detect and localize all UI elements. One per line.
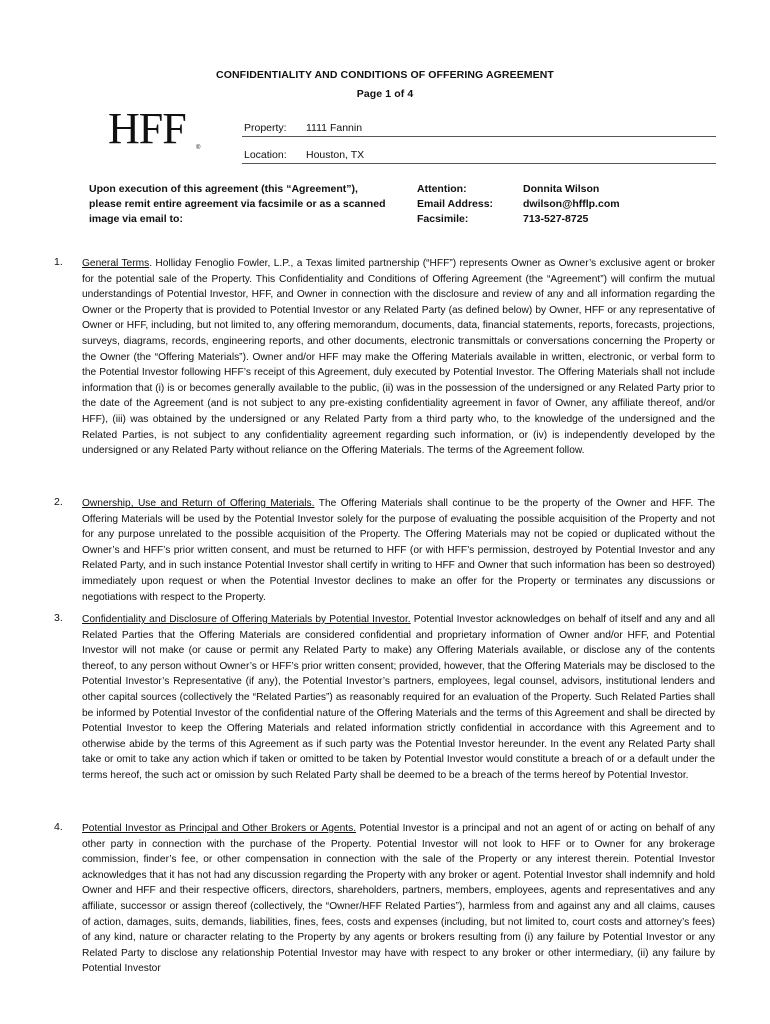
property-label: Property: [244,122,287,134]
email-value: dwilson@hfflp.com [523,198,620,210]
attention-label: Attention: [417,183,467,195]
page-number: Page 1 of 4 [356,88,414,100]
section-heading: General Terms [82,258,150,269]
section-heading: Ownership, Use and Return of Offering Materials. [82,498,315,509]
section-text [82,612,715,784]
location-value: Houston, TX [306,149,365,161]
section-body: Potential Investor is a principal and not an agent of or acting on behalf of any other party in connection with the purchase of the Property. Potential Investor will not look to HFF or to Owner for any brokerage commission, finder’s fee, or other compensation in connection with the sale of the Property or any interest therein. Potential Investor acknowledges that it has not had any discussion regarding the Property with any broker or agent. Potential Investor shall indemnify and hold Owner and HFF and their respective officers, directors, shareholders, partners, members, employees, agents and representatives and any affiliate, successor or assign thereof (collectively, the “Owner/HFF Related Parties”), harmless from and against any and all claims, causes of action, damages, suits, demands, liabilities, fines, fees, costs and expenses (including, but not limited to, court costs and attorney’s fees) of any kind, nature or character relating to the Property by any agents or brokers resulting from (i) any failure by Potential Investor or any Related Party to disclose any relationship Potential Investor may have with respect to any broker or other intermediary, (ii) any failure by Potential Investor [82,823,715,975]
property-value: 1111 Fannin [306,122,363,134]
section-number: 2. [54,496,63,508]
document-title: CONFIDENTIALITY AND CONDITIONS OF OFFERING AGREEMENT [216,69,554,81]
location-underline [242,163,716,164]
email-label: Email Address: [417,198,494,210]
property-underline [242,136,716,137]
contact-labels [417,182,493,227]
attention-value: Donnita Wilson [523,183,600,195]
fax-label: Facsimile: [417,213,469,225]
contact-values [523,182,620,227]
remit-instructions: Upon execution of this agreement (this “Agreement”), please remit entire agreement via facsimile or as a scanned image via email to: [89,183,386,225]
section-body: . Holliday Fenoglio Fowler, L.P., a Texas limited partnership (“HFF”) represents Owner as Owner’s exclusive agent or broker for the potential sale of the Property. This Confidentiality and Conditions of Offering Agreement (the “Agreement”) will confirm the mutual understandings of Potential Investor, HFF, and Owner in connection with the disclosure and review of any and all information regarding the Owner or the Property that is provided to Potential Investor or any Related Party (as defined below) by Owner, HFF or any representative of Owner or HFF, including, but not limited to, any offering memorandum, documents, data, financial statements, reports, forecasts, projections, surveys, diagrams, records, engineering reports, and other documents, electronic transmittals or conversations concerning the Property or the Owner (the “Offering Materials”). Owner and/or HFF may make the Offering Materials available in written, electronic, or verbal form to the Potential Investor following HFF’s receipt of this Agreement, duly executed by Potential Investor. The Offering Materials shall not include information that (i) is or becomes generally available to the public, (ii) was in the possession of the undersigned or any Related Party prior to the date of the Agreement (and is not subject to any pre-existing confidentiality agreement in favor of Owner, any affiliate thereof, and/or HFF), (iii) was obtained by the undersigned or any Related Party from a third party who, to the knowledge of the undersigned and the Related Parties, is not subject to any confidentiality agreement regarding such information, or (iv) is independently developed by the undersigned or any Related Party without reliance on the Offering Materials. The terms of the Agreement follow. [82,258,716,457]
section-text [82,496,715,605]
location-label: Location: [244,149,287,161]
section-number: 1. [54,256,63,268]
registered-mark: ® [196,145,201,151]
section-heading: Confidentiality and Disclosure of Offering Materials by Potential Investor. [82,614,411,625]
hff-logo: HFF [108,104,186,153]
section-text [82,256,715,459]
section-number: 3. [54,612,63,624]
section-text [82,821,715,977]
section-number: 4. [54,821,63,833]
section-body: Potential Investor acknowledges on behalf of itself and any and all Related Parties that the Offering Materials are considered confidential and proprietary information of Owner and/or HFF, and Potential Investor will not make (or cause or permit any Related Party to make) any Offering Materials available, or disclose any of the contents thereof, to any person without Owner’s or HFF’s prior written consent; provided, however, that the Offering Materials may be disclosed to the Potential Investor’s Representative (if any), the Potential Investor’s partners, employees, legal counsel, advisors, institutional lenders and other capital sources (collectively the “Related Parties”) as reasonably required for an evaluation of the Property. Such Related Parties shall be informed by Potential Investor of the confidential nature of the Offering Materials and the terms of this Agreement and shall be directed by Potential Investor to keep the Offering Materials and related information strictly confidential in accordance with this Agreement and to otherwise abide by the terms of this Agreement as if such party was the Potential Investor hereunder. In the event any Related Party shall take or omit to take any action which if taken or omitted to be taken by Potential Investor would constitute a breach of or a default under the terms hereof, the such act or omission by such Related Party shall be deemed to be a breach of the terms hereof by Potential Investor. [82,614,715,781]
section-body: The Offering Materials shall continue to be the property of the Owner and HFF. The Offering Materials will be used by the Potential Investor solely for the purpose of evaluating the possible acquisition of the Property and not for any purpose unrelated to the possible acquisition of the Property. The Offering Materials may not be copied or duplicated without the Owner’s and HFF’s prior written consent, and must be returned to HFF (or with HFF’s permission, destroyed by Potential Investor and any Related Party, and in such instance Potential Investor shall certify in writing to HFF and Owner that such information has been so destroyed) immediately upon request or when the Potential Investor declines to make an offer for the Property or terminates any discussions or negotiations with respect to the Property. [82,498,715,603]
fax-value: 713-527-8725 [523,213,589,225]
section-heading: Potential Investor as Principal and Other Brokers or Agents. [82,823,357,834]
